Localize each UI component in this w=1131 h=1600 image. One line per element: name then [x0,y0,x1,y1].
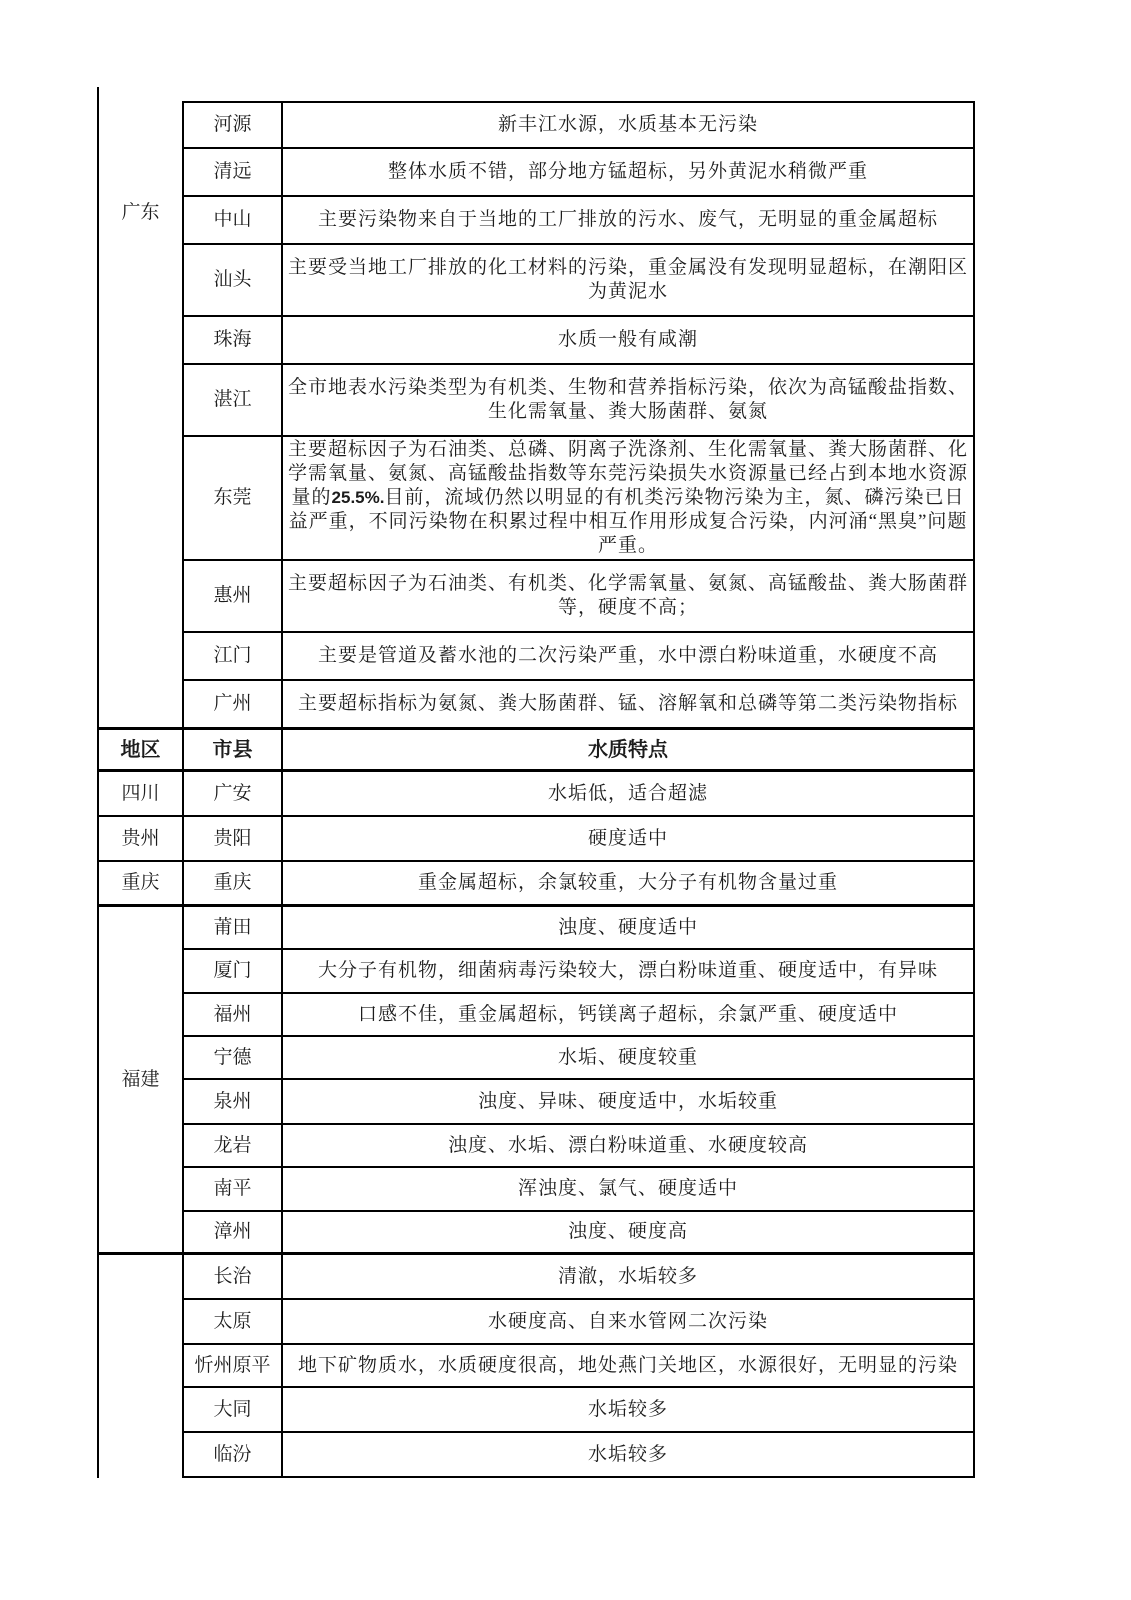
feature-cell: 整体水质不错，部分地方锰超标，另外黄泥水稍微严重 [283,149,975,197]
water-quality-table [97,101,975,1478]
city-cell: 忻州原平 [184,1345,283,1388]
city-cell: 临汾 [184,1433,283,1478]
region-cell: 四川 [97,772,184,817]
feature-cell: 口感不佳，重金属超标，钙镁离子超标，余氯严重、硬度适中 [283,994,975,1037]
city-cell: 南平 [184,1168,283,1212]
region-label: 广东 [121,202,160,223]
feature-cell-dongguan [283,437,975,561]
table-left-border-stub [97,87,99,101]
feature-cell: 浑浊度、氯气、硬度适中 [283,1168,975,1212]
feature-cell: 水质一般有咸潮 [283,317,975,365]
feature-cell: 大分子有机物，细菌病毒污染较大，漂白粉味道重、硬度适中，有异味 [283,950,975,994]
feature-cell: 浊度、硬度高 [283,1212,975,1255]
city-cell: 泉州 [184,1080,283,1125]
city-cell: 湛江 [184,365,283,437]
city-cell: 东莞 [184,437,283,561]
city-cell: 贵阳 [184,817,283,862]
city-cell: 大同 [184,1388,283,1433]
city-cell: 汕头 [184,245,283,317]
feature-cell: 水硬度高、自来水管网二次污染 [283,1300,975,1345]
feature-text: 主要超标因子为石油类、总磷、阴离子洗涤剂、生化需氧量、粪大肠菌群、化学需氧量、氨氮、高锰酸盐指数等东莞污染损失水资源量已经占到本地水资源量的25.5%.目前，流域仍然以明显的有机类污染物污染为主，氮、磷污染已日益严重，不同污染物在积累过程中相互作用形成复合污染，内河涌“黑臭”问题严重。 [288,439,969,556]
city-cell: 江门 [184,633,283,681]
city-cell: 河源 [184,101,283,149]
header-region: 地区 [97,730,184,772]
city-cell: 惠州 [184,561,283,633]
feature-cell: 主要污染物来自于当地的工厂排放的污水、废气，无明显的重金属超标 [283,197,975,245]
city-cell: 重庆 [184,862,283,907]
city-cell: 中山 [184,197,283,245]
city-cell: 太原 [184,1300,283,1345]
feature-cell: 地下矿物质水，水质硬度很高，地处燕门关地区，水源很好，无明显的污染 [283,1345,975,1388]
region-cell: 福建 [97,907,184,1255]
feature-cell: 新丰江水源，水质基本无污染 [283,101,975,149]
city-cell: 广安 [184,772,283,817]
feature-cell: 主要超标因子为石油类、有机类、化学需氧量、氨氮、高锰酸盐、粪大肠菌群等，硬度不高； [283,561,975,633]
header-feature: 水质特点 [283,730,975,772]
city-cell: 莆田 [184,907,283,950]
region-cell-empty [97,1255,184,1478]
city-cell: 龙岩 [184,1125,283,1168]
region-cell: 重庆 [97,862,184,907]
feature-cell: 浊度、异味、硬度适中，水垢较重 [283,1080,975,1125]
city-cell: 广州 [184,681,283,730]
feature-cell: 水垢较多 [283,1433,975,1478]
city-cell: 厦门 [184,950,283,994]
city-cell: 清远 [184,149,283,197]
feature-cell: 重金属超标，余氯较重，大分子有机物含量过重 [283,862,975,907]
city-cell: 宁德 [184,1037,283,1080]
feature-cell: 水垢、硬度较重 [283,1037,975,1080]
percentage-value: 25.5%. [331,488,385,507]
feature-cell: 主要受当地工厂排放的化工材料的污染，重金属没有发现明显超标，在潮阳区为黄泥水 [283,245,975,317]
region-cell: 贵州 [97,817,184,862]
feature-cell: 硬度适中 [283,817,975,862]
feature-cell: 主要是管道及蓄水池的二次污染严重，水中漂白粉味道重，水硬度不高 [283,633,975,681]
feature-cell: 浊度、硬度适中 [283,907,975,950]
city-cell: 长治 [184,1255,283,1300]
city-cell: 珠海 [184,317,283,365]
feature-cell: 主要超标指标为氨氮、粪大肠菌群、锰、溶解氧和总磷等第二类污染物指标 [283,681,975,730]
feature-cell: 水垢低，适合超滤 [283,772,975,817]
city-cell: 福州 [184,994,283,1037]
city-cell: 漳州 [184,1212,283,1255]
region-cell [97,101,184,730]
feature-cell: 清澈，水垢较多 [283,1255,975,1300]
feature-cell: 浊度、水垢、漂白粉味道重、水硬度较高 [283,1125,975,1168]
feature-cell: 全市地表水污染类型为有机类、生物和营养指标污染，依次为高锰酸盐指数、生化需氧量、粪大肠菌群、氨氮 [283,365,975,437]
header-city: 市县 [184,730,283,772]
feature-cell: 水垢较多 [283,1388,975,1433]
